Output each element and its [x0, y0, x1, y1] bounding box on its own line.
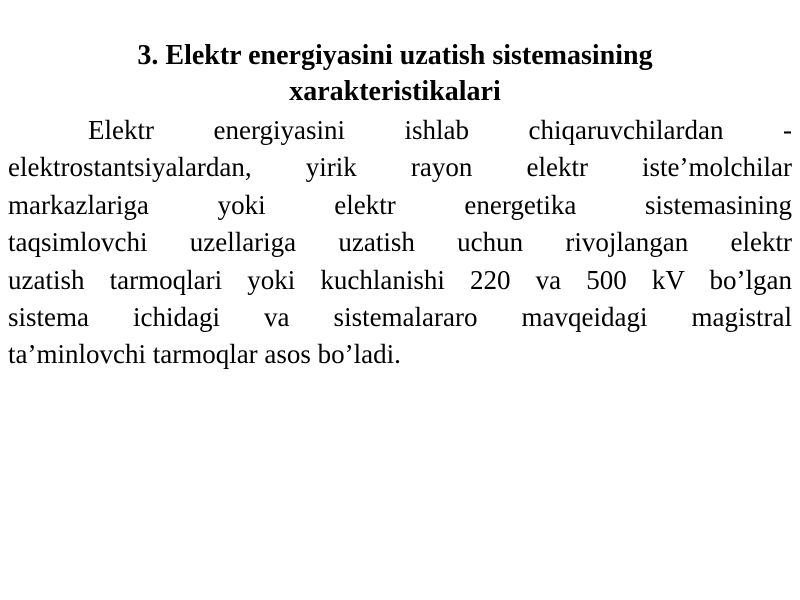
slide-title-line: xarakteristikalari: [289, 76, 501, 107]
paragraph-line: uzatish tarmoqlari yoki kuchlanishi 220 va 500 kV bo’lgan: [8, 264, 792, 295]
paragraph-line: ta’minlovchi tarmoqlar asos bo’ladi.: [8, 339, 401, 370]
paragraph-line: Elektr energiyasini ishlab chiqaruvchilardan -: [88, 115, 792, 145]
body-paragraph: [8, 112, 792, 374]
slide-title: [0, 38, 790, 110]
paragraph-line: taqsimlovchi uzellariga uzatish uchun rivojlangan elektr: [8, 227, 792, 258]
slide-title-line: 3. Elektr energiyasini uzatish sistemasining: [137, 40, 653, 71]
paragraph-line: elektrostantsiyalardan, yirik rayon elektr iste’molchilar: [8, 152, 792, 183]
paragraph-line: sistema ichidagi va sistemalararo mavqeidagi magistral: [8, 301, 792, 332]
paragraph-line: markazlariga yoki elektr energetika sistemasining: [8, 189, 792, 220]
